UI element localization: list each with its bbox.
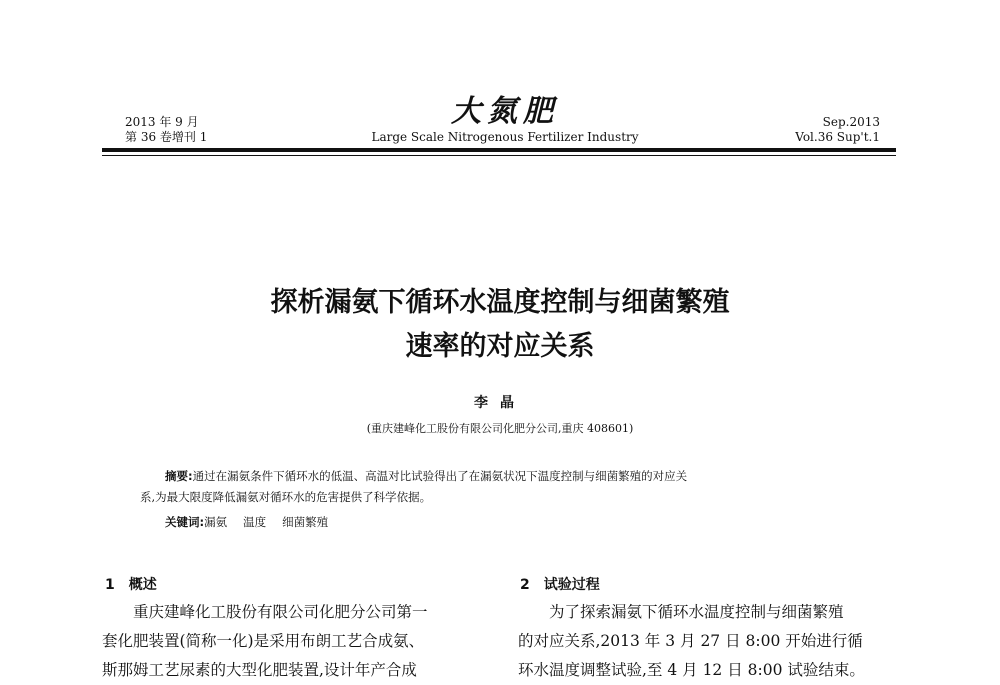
issue-date-volume-en <box>795 115 880 145</box>
author-name: 李晶 <box>474 395 526 411</box>
section-1-heading <box>105 574 157 594</box>
header-rule-thick <box>102 148 896 152</box>
keyword-item: 温度 <box>243 515 267 529</box>
paper-title <box>120 281 880 369</box>
issue-volume-en: Vol.36 Sup't.1 <box>795 130 880 144</box>
section-1-body <box>102 598 487 685</box>
title-line-1: 探析漏氨下循环水温度控制与细菌繁殖 <box>270 287 730 318</box>
keyword-item: 细菌繁殖 <box>282 515 329 529</box>
section-2-body <box>518 598 903 685</box>
author-affiliation: (重庆建峰化工股份有限公司化肥分公司,重庆 408601) <box>366 422 634 435</box>
body-line: 重庆建峰化工股份有限公司化肥分公司第一 <box>133 603 428 621</box>
abstract-text-line-1: 通过在漏氨条件下循环水的低温、高温对比试验得出了在漏氨状况下温度控制与细菌繁殖的对应关 <box>192 469 688 483</box>
keyword-item: 漏氨 <box>204 515 228 529</box>
abstract-label: 摘要: <box>165 469 193 483</box>
title-line-2: 速率的对应关系 <box>405 331 595 362</box>
body-line: 环水温度调整试验,至 4 月 12 日 8:00 试验结束。 <box>518 661 865 679</box>
keywords <box>165 512 344 532</box>
journal-masthead <box>370 94 640 144</box>
header-rule-thin <box>102 155 896 156</box>
journal-english-name: Large Scale Nitrogenous Fertilizer Industry <box>371 130 639 144</box>
body-line: 为了探索漏氨下循环水温度控制与细菌繁殖 <box>549 603 844 621</box>
abstract <box>140 466 870 508</box>
section-number: 2 <box>520 577 530 593</box>
issue-date: 2013 年 9 月 <box>125 115 199 129</box>
section-2-heading <box>520 574 600 594</box>
section-title: 试验过程 <box>543 577 600 593</box>
abstract-text-line-2: 系,为最大限度降低漏氨对循环水的危害提供了科学依据。 <box>140 490 432 504</box>
body-line: 套化肥装置(简称一化)是采用布朗工艺合成氨、 <box>102 632 425 650</box>
journal-logo: 大氮肥 <box>451 94 559 129</box>
section-number: 1 <box>105 577 115 593</box>
issue-date-en: Sep.2013 <box>822 115 880 129</box>
issue-date-volume <box>125 115 207 145</box>
section-title: 概述 <box>128 577 157 593</box>
issue-volume: 第 36 卷增刊 1 <box>125 130 208 144</box>
keywords-label: 关键词: <box>165 515 205 529</box>
body-line: 斯那姆工艺尿素的大型化肥装置,设计年产合成 <box>102 661 417 679</box>
body-line: 的对应关系,2013 年 3 月 27 日 8:00 开始进行循 <box>518 632 863 650</box>
